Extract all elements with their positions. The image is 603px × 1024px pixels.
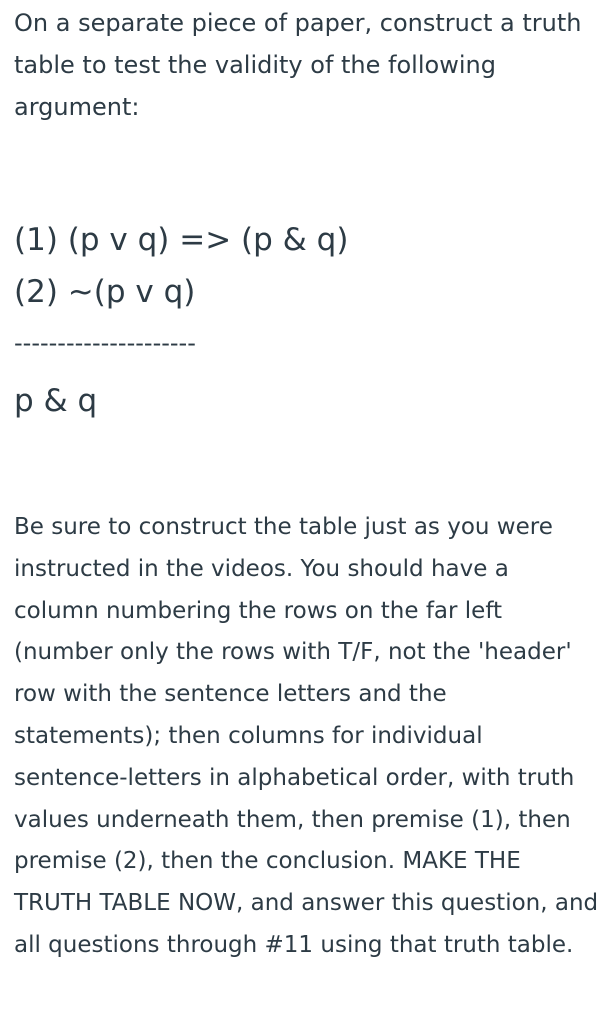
conclusion: p & q bbox=[14, 383, 98, 419]
argument-separator: --------------------- bbox=[14, 329, 196, 357]
premise-1: (1) (p v q) => (p & q) bbox=[14, 222, 349, 258]
instructions-text: Be sure to construct the table just as you were instructed in the videos. You should have a column numbering the rows on the far left (number only the rows with T/F, not the 'header' row with the sentence letters and the statements); then columns for individual sentence-letters in alphabetical order, with truth values underneath them, then premise (1), then premise (2), then the conclusion. MAKE THE TRUTH TABLE NOW, and answer this question, and all questions through #11 using that truth table. bbox=[14, 514, 599, 958]
premise-2: (2) ~(p v q) bbox=[14, 274, 196, 310]
intro-text: On a separate piece of paper, construct a truth table to test the validity of the following argument: bbox=[14, 9, 582, 121]
